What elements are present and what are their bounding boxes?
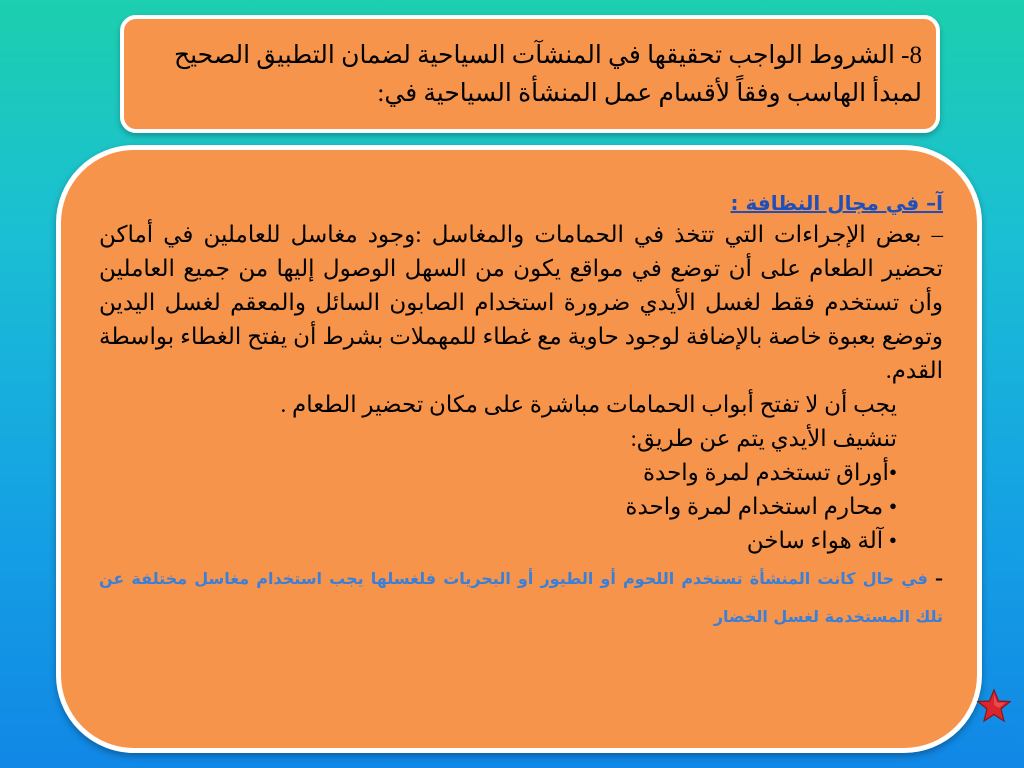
star-icon[interactable] xyxy=(976,688,1012,724)
door-rule: يجب أن لا تفتح أبواب الحمامات مباشرة على مكان تحضير الطعام . xyxy=(280,392,897,417)
note-dash: – xyxy=(935,569,944,588)
content-text xyxy=(99,188,943,636)
title-box xyxy=(120,15,940,133)
slide-title: 8- الشروط الواجب تحقيقها في المنشآت السياحية لضمان التطبيق الصحيح لمبدأ الهاسب وفقاً لأقسام عمل المنشأة السياحية في: xyxy=(174,42,922,107)
content-box xyxy=(56,145,982,753)
bullet-item: • آلة هواء ساخن xyxy=(746,528,897,553)
hygiene-paragraph: – بعض الإجراءات التي تتخذ في الحمامات والمغاسل :وجود مغاسل للعاملين في أماكن تحضير الطعام على أن توضع في مواقع يكون من السهل الوصول إليها من جميع العاملين وأن تستخدم فقط لغسل الأيدي ضرورة استخدام الصابون السائل والمعقم لغسل اليدين وتوضع بعبوة خاصة بالإضافة لوجود حاوية مع غطاء للمهملات بشرط أن يفتح الغطاء بواسطة القدم. xyxy=(99,222,943,383)
section-heading: آ– في مجال النظافة : xyxy=(730,191,943,215)
bullet-item: • محارم استخدام لمرة واحدة xyxy=(625,494,897,519)
note-text: في حال كانت المنشأة تستخدم اللحوم أو الطيور أو البحريات فلغسلها يجب استخدام مغاسل مختلفة عن تلك المستخدمة لغسل الخضار xyxy=(99,569,943,626)
bullet-item: •أوراق تستخدم لمرة واحدة xyxy=(642,460,897,485)
drying-intro: تنشيف الأيدي يتم عن طريق: xyxy=(630,426,897,451)
washing-note xyxy=(99,560,943,636)
